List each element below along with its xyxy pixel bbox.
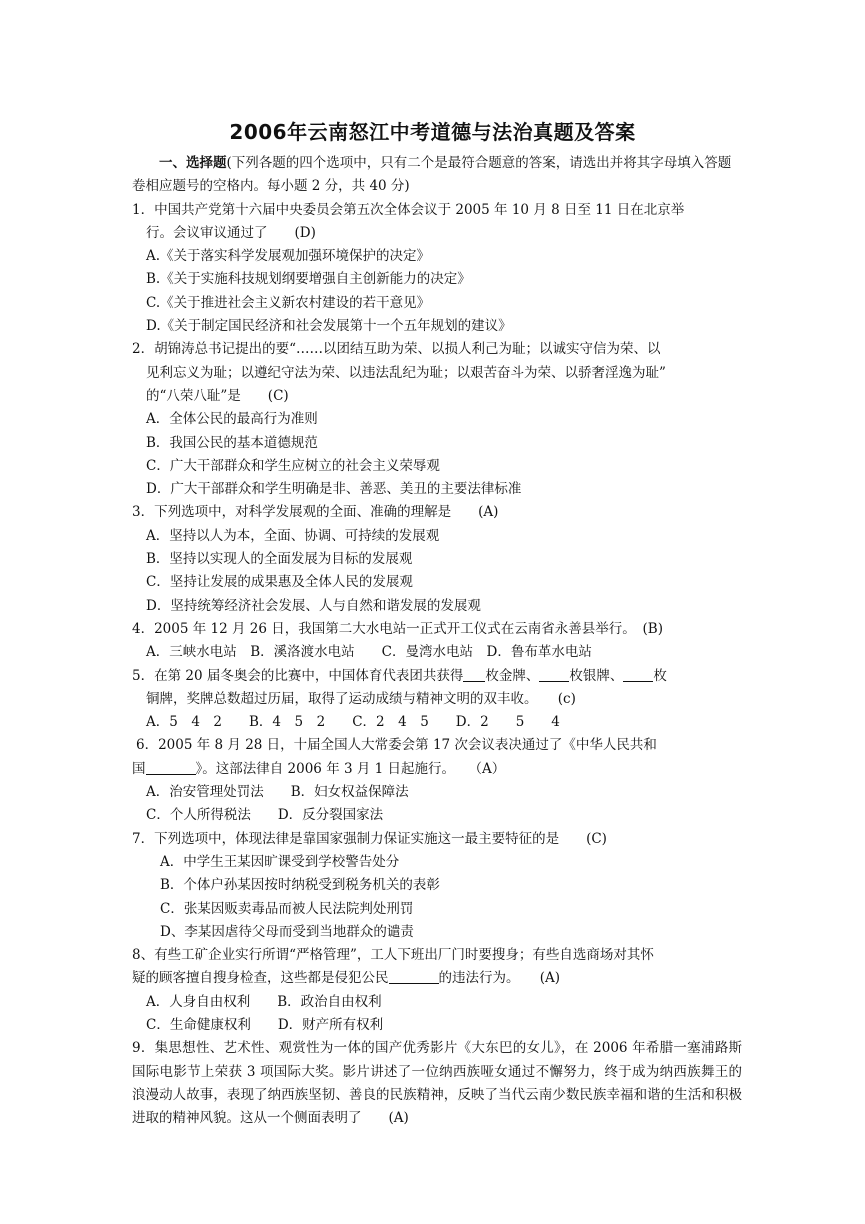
q8-text-1: 疑的顾客擅自搜身检查，这些都是侵犯公民 bbox=[132, 970, 389, 987]
q5-text-3: 枚银牌、 bbox=[569, 667, 624, 684]
q3-option-d: D．坚持统筹经济社会发展、人与自然和谐发展的发展观 bbox=[146, 597, 481, 614]
q7-option-d: D、李某因虐待父母而受到当地群众的谴责 bbox=[160, 923, 414, 940]
q1-option-c: C.《关于推进社会主义新农村建设的若干意见》 bbox=[146, 294, 431, 311]
q5-options: A．5 4 2 B．4 5 2 C．2 4 5 D．2 5 4 bbox=[146, 714, 560, 731]
section-intro bbox=[132, 152, 742, 199]
q3-option-a: A．坚持以人为本，全面、协调、可持续的发展观 bbox=[146, 527, 440, 544]
q6-blank bbox=[146, 760, 196, 775]
q5-blank-silver bbox=[539, 667, 569, 682]
q8-blank bbox=[389, 969, 439, 984]
q2-option-d: D．广大干部群众和学生明确是非、善恶、美丑的主要法律标准 bbox=[146, 481, 522, 498]
q1-option-a: A.《关于落实科学发展观加强环境保护的决定》 bbox=[146, 248, 431, 265]
q5-stem-line2: 铜牌，奖牌总数超过历届，取得了运动成绩与精神文明的双丰收。 (c) bbox=[146, 690, 576, 707]
q6-stem-line1: 6．2005 年 8 月 28 日，十届全国人大常委会第 17 次会议表决通过了《中华人民共和 bbox=[136, 737, 657, 754]
q1-stem-line2: 行。会议审议通过了 (D) bbox=[146, 224, 316, 241]
q8-stem-line2 bbox=[132, 967, 742, 990]
q4-options: A．三峡水电站 B．溪洛渡水电站 C．曼湾水电站 D．鲁布革水电站 bbox=[146, 644, 592, 661]
q2-option-a: A．全体公民的最高行为准则 bbox=[146, 411, 318, 428]
q5-blank-bronze bbox=[623, 667, 653, 682]
q3-option-c: C．坚持让发展的成果惠及全体人民的发展观 bbox=[146, 574, 413, 591]
q2-option-c: C．广大干部群众和学生应树立的社会主义荣辱观 bbox=[146, 457, 440, 474]
q7-option-c: C．张某因贩卖毒品而被人民法院判处刑罚 bbox=[160, 900, 414, 917]
q5-text-4: 枚 bbox=[653, 667, 667, 684]
q1-option-b: B.《关于实施科技规划纲要增强自主创新能力的决定》 bbox=[146, 271, 471, 288]
q2-option-b: B．我国公民的基本道德规范 bbox=[146, 434, 318, 451]
document-body bbox=[132, 152, 742, 1130]
q4-stem: 4．2005 年 12 月 26 日，我国第二大水电站一正式开工仪式在云南省永善县举行。 (B) bbox=[132, 620, 663, 637]
q5-blank-gold bbox=[463, 667, 485, 682]
q7-option-a: A．中学生王某因旷课受到学校警告处分 bbox=[160, 853, 400, 870]
q5-text-1: 5．在第 20 届冬奥会的比赛中，中国体育代表团共获得 bbox=[132, 667, 464, 684]
q9-stem: 9．集思想性、艺术性、观赏性为一体的国产优秀影片《大东巴的女儿》，在 2006 年希腊一塞浦路斯国际电影节上荣获 3 项国际大奖。影片讲述了一位纳西族哑女通过不懈努力，终于成为纳西族舞王的浪漫动人故事，表现了纳西族坚韧、善良的民族精神，反映了当代云南少数民族幸福和谐的生活和积极进取的精神风貌。这从一个侧面表明了 (A) bbox=[132, 1040, 742, 1127]
section-instruction: (下列各题的四个选项中，只有二个是最符合题意的答案，请选出并将其字母填入答题卷相应题号的空格内。每小题 2 分，共 40 分) bbox=[132, 155, 732, 195]
q8-text-2: 的违法行为。 (A) bbox=[438, 970, 561, 987]
page-title: 2006年云南怒江中考道德与法治真题及答案 bbox=[229, 120, 636, 144]
q1-option-d: D.《关于制定国民经济和社会发展第十一个五年规划的建议》 bbox=[146, 318, 512, 335]
q3-stem: 3．下列选项中，对科学发展观的全面、准确的理解是 (A) bbox=[132, 504, 499, 521]
q2-stem-line1: 2．胡锦涛总书记提出的要“……以团结互助为荣、以损人利己为耻；以诚实守信为荣、以 bbox=[132, 341, 661, 358]
q8-options-cd: C．生命健康权利 D．财产所有权利 bbox=[146, 1016, 384, 1033]
q2-stem-line3: 的“八荣八耻”是 (C) bbox=[146, 387, 289, 404]
q2-stem-line2: 见利忘义为耻；以遵纪守法为荣、以违法乱纪为耻；以艰苦奋斗为荣、以骄奢淫逸为耻” bbox=[146, 364, 666, 381]
q5-stem-line1 bbox=[132, 665, 742, 688]
q8-options-ab: A．人身自由权利 B．政治自由权利 bbox=[146, 993, 382, 1010]
q6-options-cd: C．个人所得税法 D．反分裂国家法 bbox=[146, 807, 384, 824]
q1-stem-line1: 1．中国共产党第十六届中央委员会第五次全体会议于 2005 年 10 月 8 日至 11 日在北京举 bbox=[132, 201, 685, 218]
q6-stem-line2 bbox=[132, 758, 742, 781]
q6-text-1: 国 bbox=[132, 760, 146, 777]
section-label: 一、选择题 bbox=[159, 155, 227, 171]
q8-stem-line1: 8、有些工矿企业实行所谓“严格管理”，工人下班出厂门时要搜身；有些自选商场对其怀 bbox=[132, 947, 654, 964]
q6-text-2: 》。这部法律自 2006 年 3 月 1 日起施行。 （A） bbox=[195, 760, 506, 777]
q3-option-b: B．坚持以实现人的全面发展为目标的发展观 bbox=[146, 551, 413, 568]
q5-text-2: 枚金牌、 bbox=[485, 667, 540, 684]
q7-option-b: B．个体户孙某因按时纳税受到税务机关的表彰 bbox=[160, 877, 440, 894]
q6-options-ab: A．治安管理处罚法 B．妇女权益保障法 bbox=[146, 784, 409, 801]
q7-stem: 7．下列选项中，体现法律是靠国家强制力保证实施这一最主要特征的是 (C) bbox=[132, 830, 607, 847]
